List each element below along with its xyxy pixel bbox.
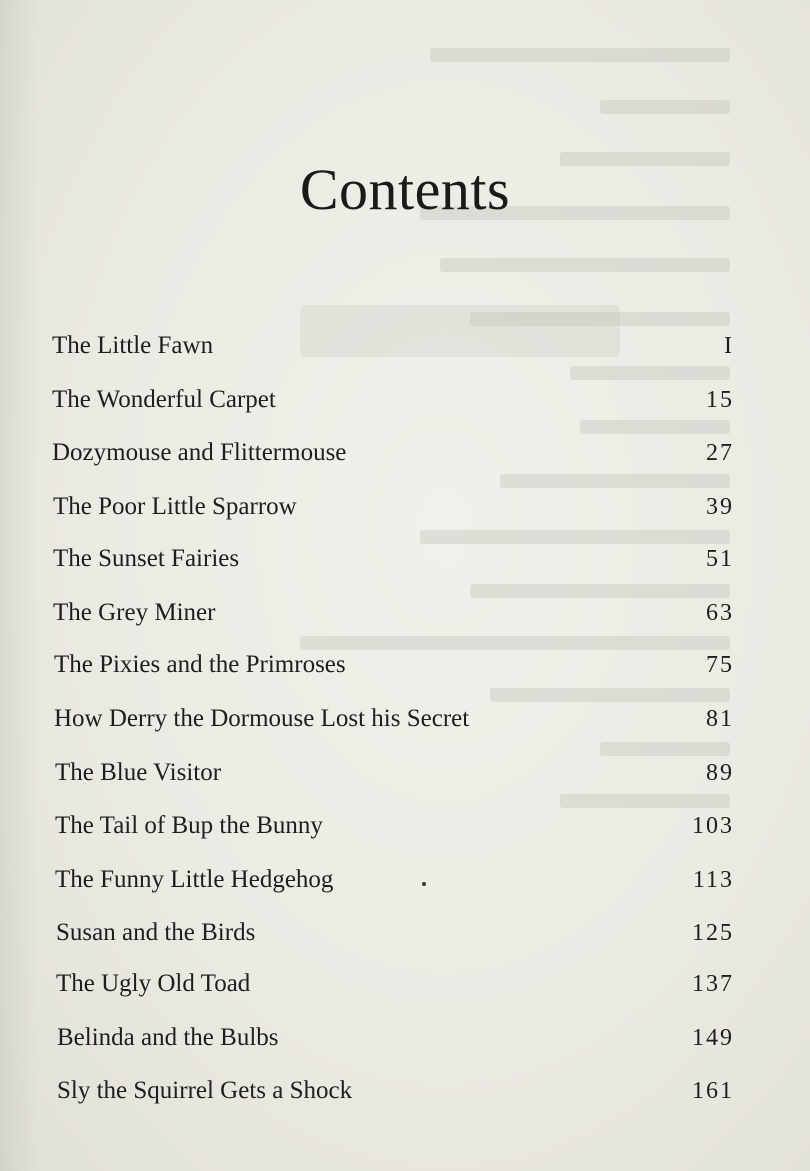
toc-entry-page: 81 [706,706,734,732]
toc-entry[interactable] [54,699,734,739]
toc-entry-page: 113 [692,867,734,893]
toc-entry-page: 149 [692,1025,734,1051]
toc-entry-title: The Poor Little Sparrow [53,493,297,520]
toc-entry-title: Susan and the Birds [56,919,256,946]
toc-entry[interactable] [52,326,734,366]
toc-entry[interactable] [57,1071,734,1111]
toc-entry-title: The Ugly Old Toad [56,970,251,997]
toc-entry[interactable] [53,539,734,579]
toc-entry[interactable] [53,487,734,527]
toc-entry-title: The Blue Visitor [55,759,222,786]
toc-entry[interactable] [55,806,734,846]
toc-entry[interactable] [56,964,734,1004]
toc-entry[interactable] [56,913,734,953]
toc-entry-title: The Pixies and the Primroses [54,651,346,678]
toc-entry-page: 63 [706,600,734,626]
toc-entry[interactable] [57,1018,734,1058]
toc-entry-title: Belinda and the Bulbs [57,1024,279,1051]
toc-entry-title: The Sunset Fairies [53,545,240,572]
toc-entry-page: I [724,333,734,359]
toc-entry[interactable] [55,860,734,900]
toc-entry-title: Dozymouse and Flittermouse [52,439,347,466]
toc-entry-title: Sly the Squirrel Gets a Shock [57,1077,353,1104]
toc-entry[interactable] [53,593,734,633]
toc-entry-page: 75 [706,652,734,678]
toc-entry-page: 15 [706,387,734,413]
toc-entry-title: The Little Fawn [52,332,214,359]
toc-entry-title: The Grey Miner [53,599,216,626]
toc-entry[interactable] [54,645,734,685]
toc-entry-title: The Wonderful Carpet [52,386,276,413]
toc-entry[interactable] [55,753,734,793]
toc-entry-page: 27 [706,440,734,466]
stray-dot [422,882,426,886]
toc-entry-page: 103 [692,813,734,839]
toc-entry[interactable] [52,433,734,473]
toc-entry[interactable] [52,380,734,420]
toc-entry-page: 39 [706,494,734,520]
toc-entry-page: 89 [706,760,734,786]
toc-entry-page: 137 [692,971,734,997]
toc-entry-title: The Funny Little Hedgehog [55,866,334,893]
toc-entry-title: The Tail of Bup the Bunny [55,812,323,839]
toc-entry-page: 51 [706,546,734,572]
toc-entry-page: 125 [692,920,734,946]
toc-entry-title: How Derry the Dormouse Lost his Secret [54,705,470,732]
toc-entry-page: 161 [692,1078,734,1104]
contents-heading: Contents [299,157,511,222]
